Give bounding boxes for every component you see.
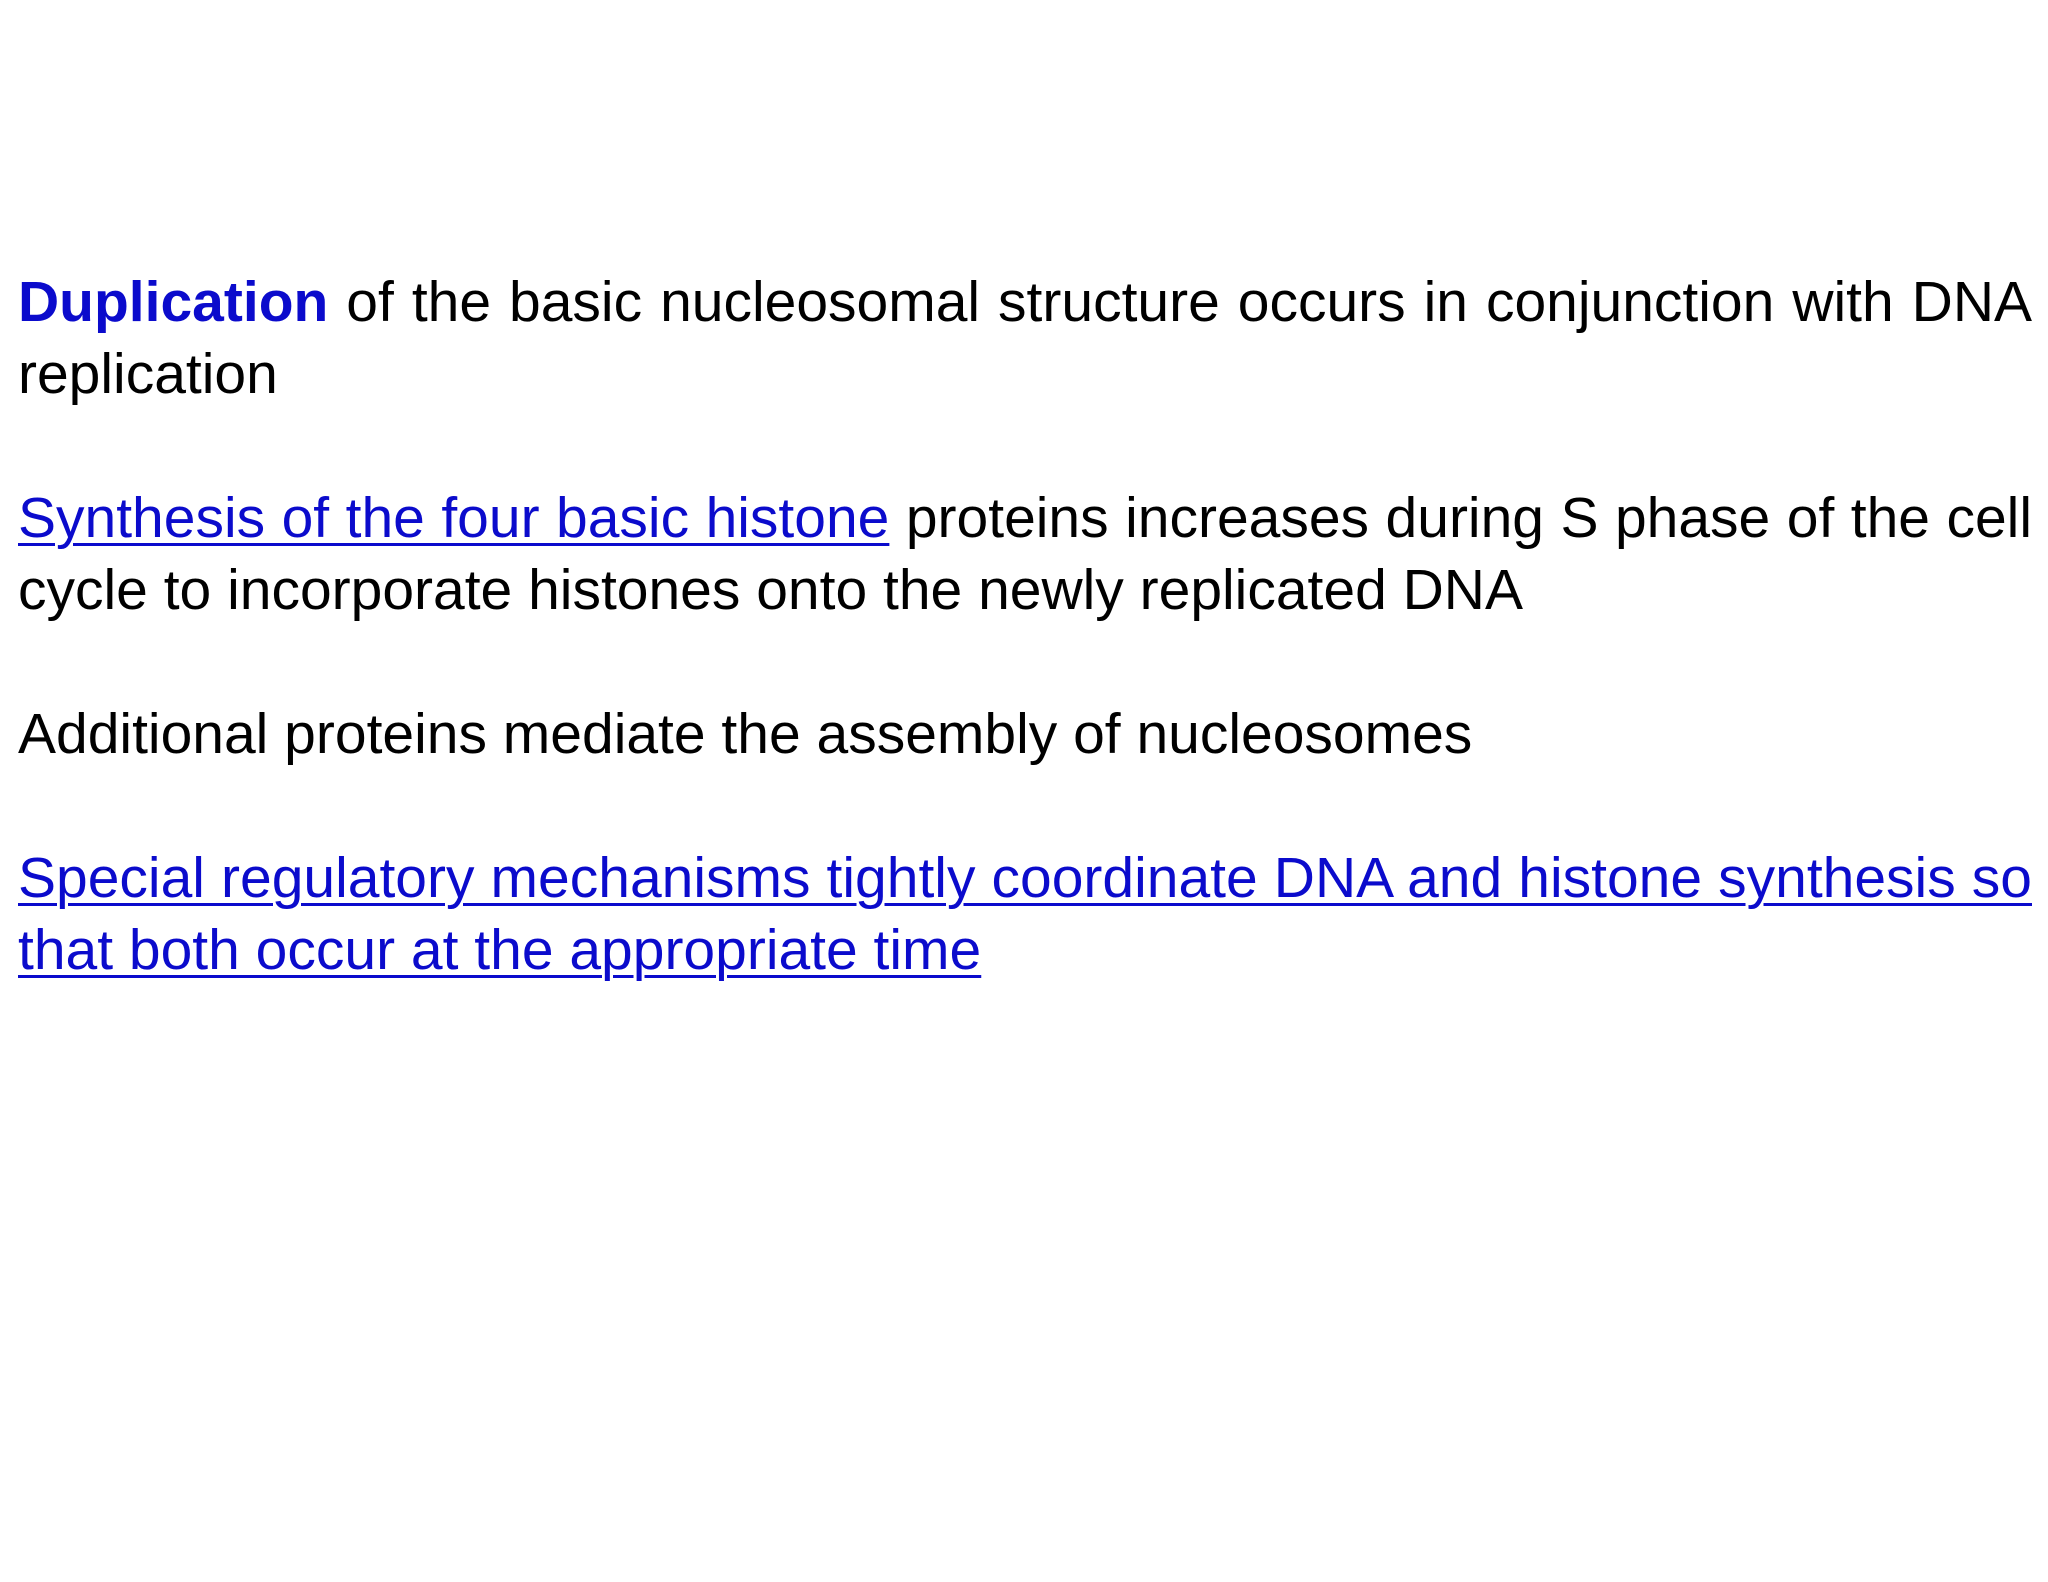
paragraph-nucleosome-assembly	[18, 698, 2032, 770]
paragraph-duplication	[18, 266, 2032, 410]
regulatory-mechanisms-link[interactable]: Special regulatory mechanisms tightly coordinate DNA and histone synthesis so that both occur at the appropriate time	[18, 846, 2032, 982]
nucleosome-assembly-text: Additional proteins mediate the assembly of nucleosomes	[18, 702, 1473, 766]
slide-body	[18, 266, 2032, 986]
paragraph-histone-synthesis	[18, 482, 2032, 626]
histone-synthesis-link[interactable]: Synthesis of the four basic histone	[18, 486, 890, 550]
duplication-text: of the basic nucleosomal structure occurs in conjunction with DNA replication	[18, 270, 2032, 406]
histone-synthesis-text: proteins increases during S phase of the cell cycle to incorporate histones onto the newly replicated DNA	[18, 486, 2032, 622]
paragraph-regulatory-mechanisms	[18, 842, 2032, 986]
duplication-emphasis: Duplication	[18, 270, 329, 334]
